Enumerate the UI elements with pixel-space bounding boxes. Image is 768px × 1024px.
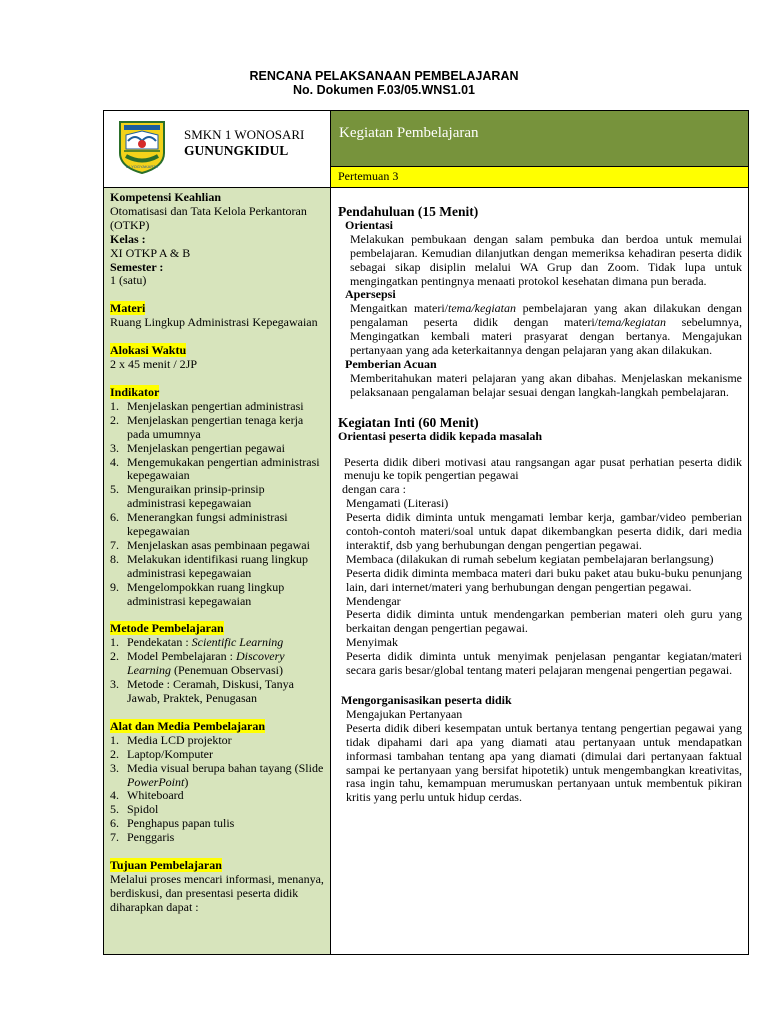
acuan-label: Pemberian Acuan (345, 356, 437, 371)
membaca-label: Membaca (dilakukan di rumah sebelum kegiatan pembelajaran berlangsung) (346, 551, 714, 566)
orientasi-text: Melakukan pembukaan dengan salam pembuka dan berdoa untuk memulai pembelajaran. Kemudian dilanjutkan dengan memeriksa kehadiran peserta didik sebagai sikap disiplin melalui WA Grup dan Zoom. Tidak lupa untuk mengingatkan pentingnya menaati protokol kesehatan dimana pun berada. (350, 231, 742, 288)
apersepsi-text: Mengaitkan materi/tema/kegiatan pembelajaran yang akan dilakukan dengan pengalaman peserta didik dengan materi/tema/kegiatan sebelumnya, Mengingatkan kembali materi prasyarat dengan bertanya. Mengajukan pertanyaan yang ada keterkaitannya dengan pelajaran yang akan dilakukan. (350, 301, 742, 358)
list-item: 9. Mengelompokkan ruang lingkup administrasi kepegawaian (110, 579, 285, 608)
inti-intro: Peserta didik diberi motivasi atau rangsangan agar pusat perhatian peserta didik menuju ke topik pengertian pegawai (344, 454, 742, 483)
list-item: 6. Menerangkan fungsi administrasi kepegawaian (110, 510, 288, 539)
logo-text: DI YOGYAKARTA (126, 164, 158, 169)
list-item: 3. Menjelaskan pengertian pegawai (110, 440, 285, 455)
kompetensi-value: Otomatisasi dan Tata Kelola Perkantoran (OTKP) (110, 203, 307, 232)
kelas-label: Kelas : (110, 231, 146, 246)
alat-label: Alat dan Media Pembelajaran (110, 718, 265, 733)
inti-subheading: Orientasi peserta didik kepada masalah (338, 428, 543, 443)
mengajukan-label: Mengajukan Pertanyaan (346, 706, 463, 721)
list-item: 1. Media LCD projektor (110, 732, 232, 747)
kelas-value: XI OTKP A & B (110, 245, 191, 260)
document-number: No. Dokumen F.03/05.WNS1.01 (292, 83, 475, 97)
indikator-list (110, 400, 326, 609)
list-item: 1. Menjelaskan pengertian administrasi (110, 398, 304, 413)
list-item: 8. Melakukan identifikasi ruang lingkup administrasi kepegawaian (110, 551, 308, 580)
list-item: 2. Menjelaskan pengertian tenaga kerja pada umumnya (110, 412, 304, 441)
mengamati-text: Peserta didik diminta untuk mengamati lembar kerja, gambar/video pemberian contoh-contoh materi/soal untuk dapat dikembangkan peserta didik, dari media interaktif, dsb yang berhubungan dengan pengertian pegawai. (346, 510, 742, 552)
tujuan-value: Melalui proses mencari informasi, menanya, berdiskusi, dan presentasi peserta didik diharapkan dapat : (110, 871, 324, 914)
list-item: 7. Penggaris (110, 830, 175, 845)
alat-list (110, 734, 326, 845)
right-column (331, 188, 748, 954)
materi-label: Materi (110, 301, 146, 316)
pendahuluan-heading: Pendahuluan (15 Menit) (338, 204, 479, 219)
dengan-cara: dengan cara : (342, 482, 406, 497)
indikator-label: Indikator (110, 384, 160, 399)
menyimak-text: Peserta didik diminta untuk menyimak penjelasan pengantar kegiatan/materi secara garis besar/global tentang materi pelajaran mengenai pengertian pegawai. (346, 649, 742, 678)
list-item: 5. Menguraikan prinsip-prinsip administrasi kepegawaian (110, 482, 265, 511)
list-item: 3. Metode : Ceramah, Diskusi, Tanya Jawab, Praktek, Penugasan (110, 677, 294, 705)
school-region: GUNUNGKIDUL (184, 143, 289, 158)
list-item: 5. Spidol (110, 802, 159, 817)
membaca-text: Peserta didik diminta membaca materi dari buku paket atau buku-buku penunjang lain, dari internet/materi yang berhubungan dengan pengertian pegawai. (346, 565, 742, 594)
school-identity-cell (104, 111, 331, 188)
list-item: 4. Whiteboard (110, 788, 184, 803)
list-item: 1. Pendekatan : Scientific Learning (110, 635, 284, 650)
materi-value: Ruang Lingkup Administrasi Kepegawaian (110, 315, 318, 330)
kompetensi-label: Kompetensi Keahlian (110, 190, 222, 204)
school-name: SMKN 1 WONOSARI (184, 127, 305, 142)
semester-label: Semester : (110, 259, 164, 274)
kegiatan-header: Kegiatan Pembelajaran (331, 111, 748, 167)
semester-value: 1 (satu) (110, 273, 147, 288)
list-item: 2. Laptop/Komputer (110, 746, 213, 761)
list-item: 6. Penghapus papan tulis (110, 816, 235, 831)
rpp-table (103, 110, 749, 955)
school-logo-icon (114, 119, 170, 175)
acuan-text: Memberitahukan materi pelajaran yang akan dibahas. Menjelaskan mekanisme pelaksanaan pengalaman belajar sesuai dengan langkah-langkah pembelajaran. (350, 370, 742, 399)
list-item: 4. Mengemukakan pengertian administrasi kepegawaian (110, 454, 320, 483)
mendengar-label: Mendengar (346, 593, 401, 608)
menyimak-label: Menyimak (346, 635, 398, 650)
pertemuan-label: Pertemuan 3 (331, 167, 748, 188)
organisasi-label: Mengorganisasikan peserta didik (341, 693, 512, 707)
left-column (104, 188, 331, 954)
mengamati-label: Mengamati (Literasi) (346, 496, 449, 511)
list-item: 3. Media visual berupa bahan tayang (Slide PowerPoint) (110, 760, 324, 789)
list-item: 7. Menjelaskan asas pembinaan pegawai (110, 537, 310, 552)
document-title: RENCANA PELAKSANAAN PEMBELAJARAN (249, 69, 519, 83)
orientasi-label: Orientasi (345, 217, 393, 232)
tujuan-label: Tujuan Pembelajaran (110, 858, 222, 873)
alokasi-label: Alokasi Waktu (110, 343, 187, 358)
apersepsi-label: Apersepsi (345, 287, 396, 302)
metode-label: Metode Pembelajaran (110, 621, 224, 636)
alokasi-value: 2 x 45 menit / 2JP (110, 357, 198, 372)
metode-list (110, 636, 326, 706)
mendengar-text: Peserta didik diminta untuk mendengarkan pemberian materi oleh guru yang berkaitan dengan pengertian pegawai. (346, 607, 742, 636)
inti-heading: Kegiatan Inti (60 Menit) (338, 414, 479, 430)
mengajukan-text: Peserta didik diberi kesempatan untuk bertanya tentang pengertian pegawai yang tidak dipahami dari apa yang diamati atau pertanyaan untuk mendapatkan informasi tambahan tentang apa yang diamati (dimulai dari pertanyaan faktual sampai ke pertanyaan yang bersifat hipotetik) untuk mengembangkan kreativitas, rasa ingin tahu, kemampuan merumuskan pertanyaan untuk membentuk pikiran kritis yang perlu untuk hidup cerdas. (346, 720, 742, 805)
list-item: 2. Model Pembelajaran : Discovery Learning (Penemuan Observasi) (110, 649, 285, 678)
